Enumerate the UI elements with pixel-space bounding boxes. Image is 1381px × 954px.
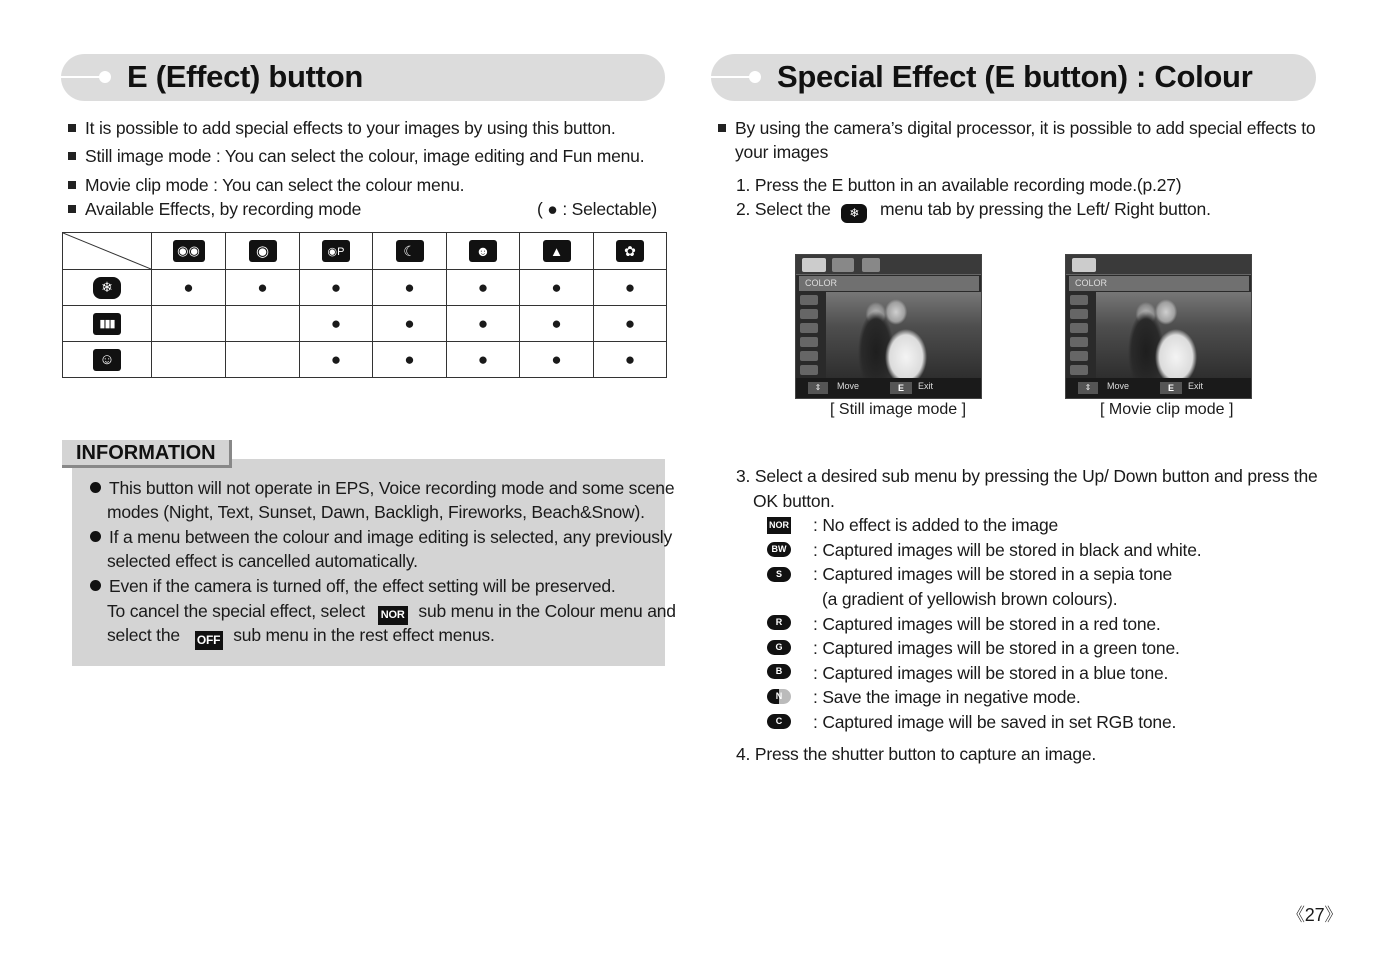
table-row — [63, 270, 667, 306]
selectable-mark: ● — [300, 270, 373, 306]
diagonal-line — [63, 233, 151, 269]
colour-menu-header: COLOR — [799, 276, 979, 291]
selectable-mark — [226, 306, 300, 342]
exit-label: Exit — [1188, 381, 1204, 391]
effect-rgb: : Captured image will be saved in set RGB tone. — [813, 712, 1177, 732]
selectable-mark: ● — [226, 270, 300, 306]
selectable-mark: ● — [594, 342, 667, 378]
row-colour — [63, 270, 152, 306]
selectable-mark: ● — [594, 270, 667, 306]
selectable-mark: ● — [300, 306, 373, 342]
image-editing-icon: ▮▮▮ — [93, 313, 121, 335]
info-line-2: modes (Night, Text, Sunset, Dawn, Backligh, Fireworks, Beach&Snow). — [107, 502, 645, 522]
selectable-mark: ● — [520, 306, 594, 342]
effect-bw: : Captured images will be stored in black and white. — [813, 540, 1202, 560]
camera-icon: ◉ — [249, 240, 277, 262]
fun-icon — [862, 258, 880, 272]
selectable-mark: ● — [520, 270, 594, 306]
preview-photo — [826, 292, 981, 378]
col-macro — [594, 233, 667, 270]
up-down-arrow-icon: ⇕ — [808, 382, 828, 394]
round-bullet-icon — [90, 531, 101, 542]
info-line-3: If a menu between the colour and image editing is selected, any previously — [90, 525, 672, 549]
off-icon: OFF — [195, 631, 223, 650]
program-icon: ◉P — [322, 240, 350, 262]
table-row — [63, 342, 667, 378]
screen-bottom-bar — [796, 378, 981, 398]
preview-photo — [1096, 292, 1251, 378]
effect-blue: : Captured images will be stored in a blue tone. — [813, 663, 1169, 683]
step-3-line-2: OK button. — [753, 491, 835, 511]
row-image-editing — [63, 306, 152, 342]
square-bullet-icon — [68, 124, 76, 132]
col-landscape — [520, 233, 594, 270]
movie-clip-mode-screen — [1065, 254, 1252, 399]
selectable-mark — [226, 342, 300, 378]
selectable-note: ( ● : Selectable) — [537, 199, 657, 219]
e-button-icon: E — [890, 382, 912, 394]
table-corner-cell — [63, 233, 152, 270]
effects-by-mode-table — [62, 232, 667, 378]
selectable-mark: ● — [373, 270, 447, 306]
left-title-bar — [61, 54, 665, 101]
col-movie — [152, 233, 226, 270]
macro-icon: ✿ — [616, 240, 644, 262]
selectable-mark: ● — [373, 306, 447, 342]
bw-effect-icon: BW — [767, 542, 791, 557]
up-down-arrow-icon: ⇕ — [1078, 382, 1098, 394]
nor-effect-icon: NOR — [767, 517, 791, 534]
colour-menu-header: COLOR — [1069, 276, 1249, 291]
selectable-mark — [152, 342, 226, 378]
move-label: Move — [837, 381, 860, 391]
left-bullet-4: Available Effects, by recording mode — [68, 197, 361, 221]
col-program — [300, 233, 373, 270]
menu-tabs — [1066, 255, 1251, 275]
colour-submenu-list — [800, 295, 822, 379]
colour-submenu-list — [1070, 295, 1092, 379]
right-title-bar — [711, 54, 1316, 101]
info-line-4: selected effect is cancelled automatically. — [107, 551, 418, 571]
movie-icon: ◉◉ — [173, 240, 205, 262]
effect-negative: : Save the image in negative mode. — [813, 687, 1081, 707]
selectable-mark: ● — [594, 306, 667, 342]
info-line-6: To cancel the special effect, select NOR sub menu in the Colour menu and — [107, 599, 676, 625]
e-button-icon: E — [1160, 382, 1182, 394]
menu-tabs — [796, 255, 981, 275]
right-page-title: Special Effect (E button) : Colour — [777, 59, 1253, 94]
selectable-mark: ● — [300, 342, 373, 378]
movie-clip-caption: [ Movie clip mode ] — [1100, 401, 1234, 418]
still-image-caption: [ Still image mode ] — [830, 401, 967, 418]
square-bullet-icon — [68, 205, 76, 213]
move-label: Move — [1107, 381, 1130, 391]
blue-effect-icon: B — [767, 664, 791, 679]
effect-sepia-detail: (a gradient of yellowish brown colours). — [822, 589, 1118, 609]
effect-green: : Captured images will be stored in a green tone. — [813, 638, 1180, 658]
effect-nor: : No effect is added to the image — [813, 515, 1059, 535]
row-fun — [63, 342, 152, 378]
selectable-mark: ● — [373, 342, 447, 378]
landscape-icon: ▲ — [543, 240, 571, 262]
green-effect-icon: G — [767, 640, 791, 655]
title-decoration-dot — [99, 71, 111, 83]
step-3-line-1: 3. Select a desired sub menu by pressing the Up/ Down button and press the — [736, 466, 1318, 486]
image-editing-icon — [832, 258, 854, 272]
col-portrait — [447, 233, 520, 270]
effect-red: : Captured images will be stored in a red tone. — [813, 614, 1161, 634]
square-bullet-icon — [68, 152, 76, 160]
selectable-mark: ● — [520, 342, 594, 378]
title-decoration-dot — [749, 71, 761, 83]
selectable-mark: ● — [152, 270, 226, 306]
step-2: 2. Select the ❄ menu tab by pressing the Left/ Right button. — [736, 197, 1211, 223]
left-bullet-2: Still image mode : You can select the colour, image editing and Fun menu. — [68, 144, 644, 168]
exit-label: Exit — [918, 381, 934, 391]
info-line-7: select the OFF sub menu in the rest effect menus. — [107, 623, 495, 650]
information-label: INFORMATION — [62, 440, 232, 468]
square-bullet-icon — [68, 181, 76, 189]
left-bullet-3: Movie clip mode : You can select the colour menu. — [68, 173, 464, 197]
still-image-mode-screen — [795, 254, 982, 399]
colour-palette-icon — [802, 258, 826, 272]
night-icon: ☾ — [396, 240, 424, 262]
step-4: 4. Press the shutter button to capture an image. — [736, 744, 1097, 764]
step-1: 1. Press the E button in an available recording mode.(p.27) — [736, 175, 1182, 195]
left-page-title: E (Effect) button — [127, 59, 363, 94]
round-bullet-icon — [90, 482, 101, 493]
round-bullet-icon — [90, 580, 101, 591]
page-number: 《27》 — [1287, 905, 1343, 925]
colour-palette-icon: ❄ — [841, 204, 867, 223]
info-line-5: Even if the camera is turned off, the effect setting will be preserved. — [90, 574, 616, 598]
table-row — [63, 306, 667, 342]
effect-sepia: : Captured images will be stored in a sepia tone — [813, 564, 1173, 584]
selectable-mark: ● — [447, 342, 520, 378]
square-bullet-icon — [718, 124, 726, 132]
right-intro-2: your images — [735, 142, 829, 162]
col-night — [373, 233, 447, 270]
colour-palette-icon: ❄ — [93, 277, 121, 299]
left-bullet-1: It is possible to add special effects to your images by using this button. — [68, 116, 616, 140]
portrait-icon: ☻ — [469, 240, 497, 262]
colour-palette-icon — [1072, 258, 1096, 272]
rgb-effect-icon: C — [767, 714, 791, 729]
screen-bottom-bar — [1066, 378, 1251, 398]
selectable-mark — [152, 306, 226, 342]
sepia-effect-icon: S — [767, 567, 791, 582]
selectable-mark: ● — [447, 270, 520, 306]
nor-icon: NOR — [378, 606, 408, 625]
info-line-1: This button will not operate in EPS, Voice recording mode and some scene — [90, 476, 674, 500]
negative-effect-icon: N — [767, 689, 791, 704]
col-auto — [226, 233, 300, 270]
right-intro-1: By using the camera’s digital processor, it is possible to add special effects to — [718, 116, 1315, 140]
red-effect-icon: R — [767, 615, 791, 630]
fun-icon: ☺ — [93, 349, 121, 371]
selectable-mark: ● — [447, 306, 520, 342]
